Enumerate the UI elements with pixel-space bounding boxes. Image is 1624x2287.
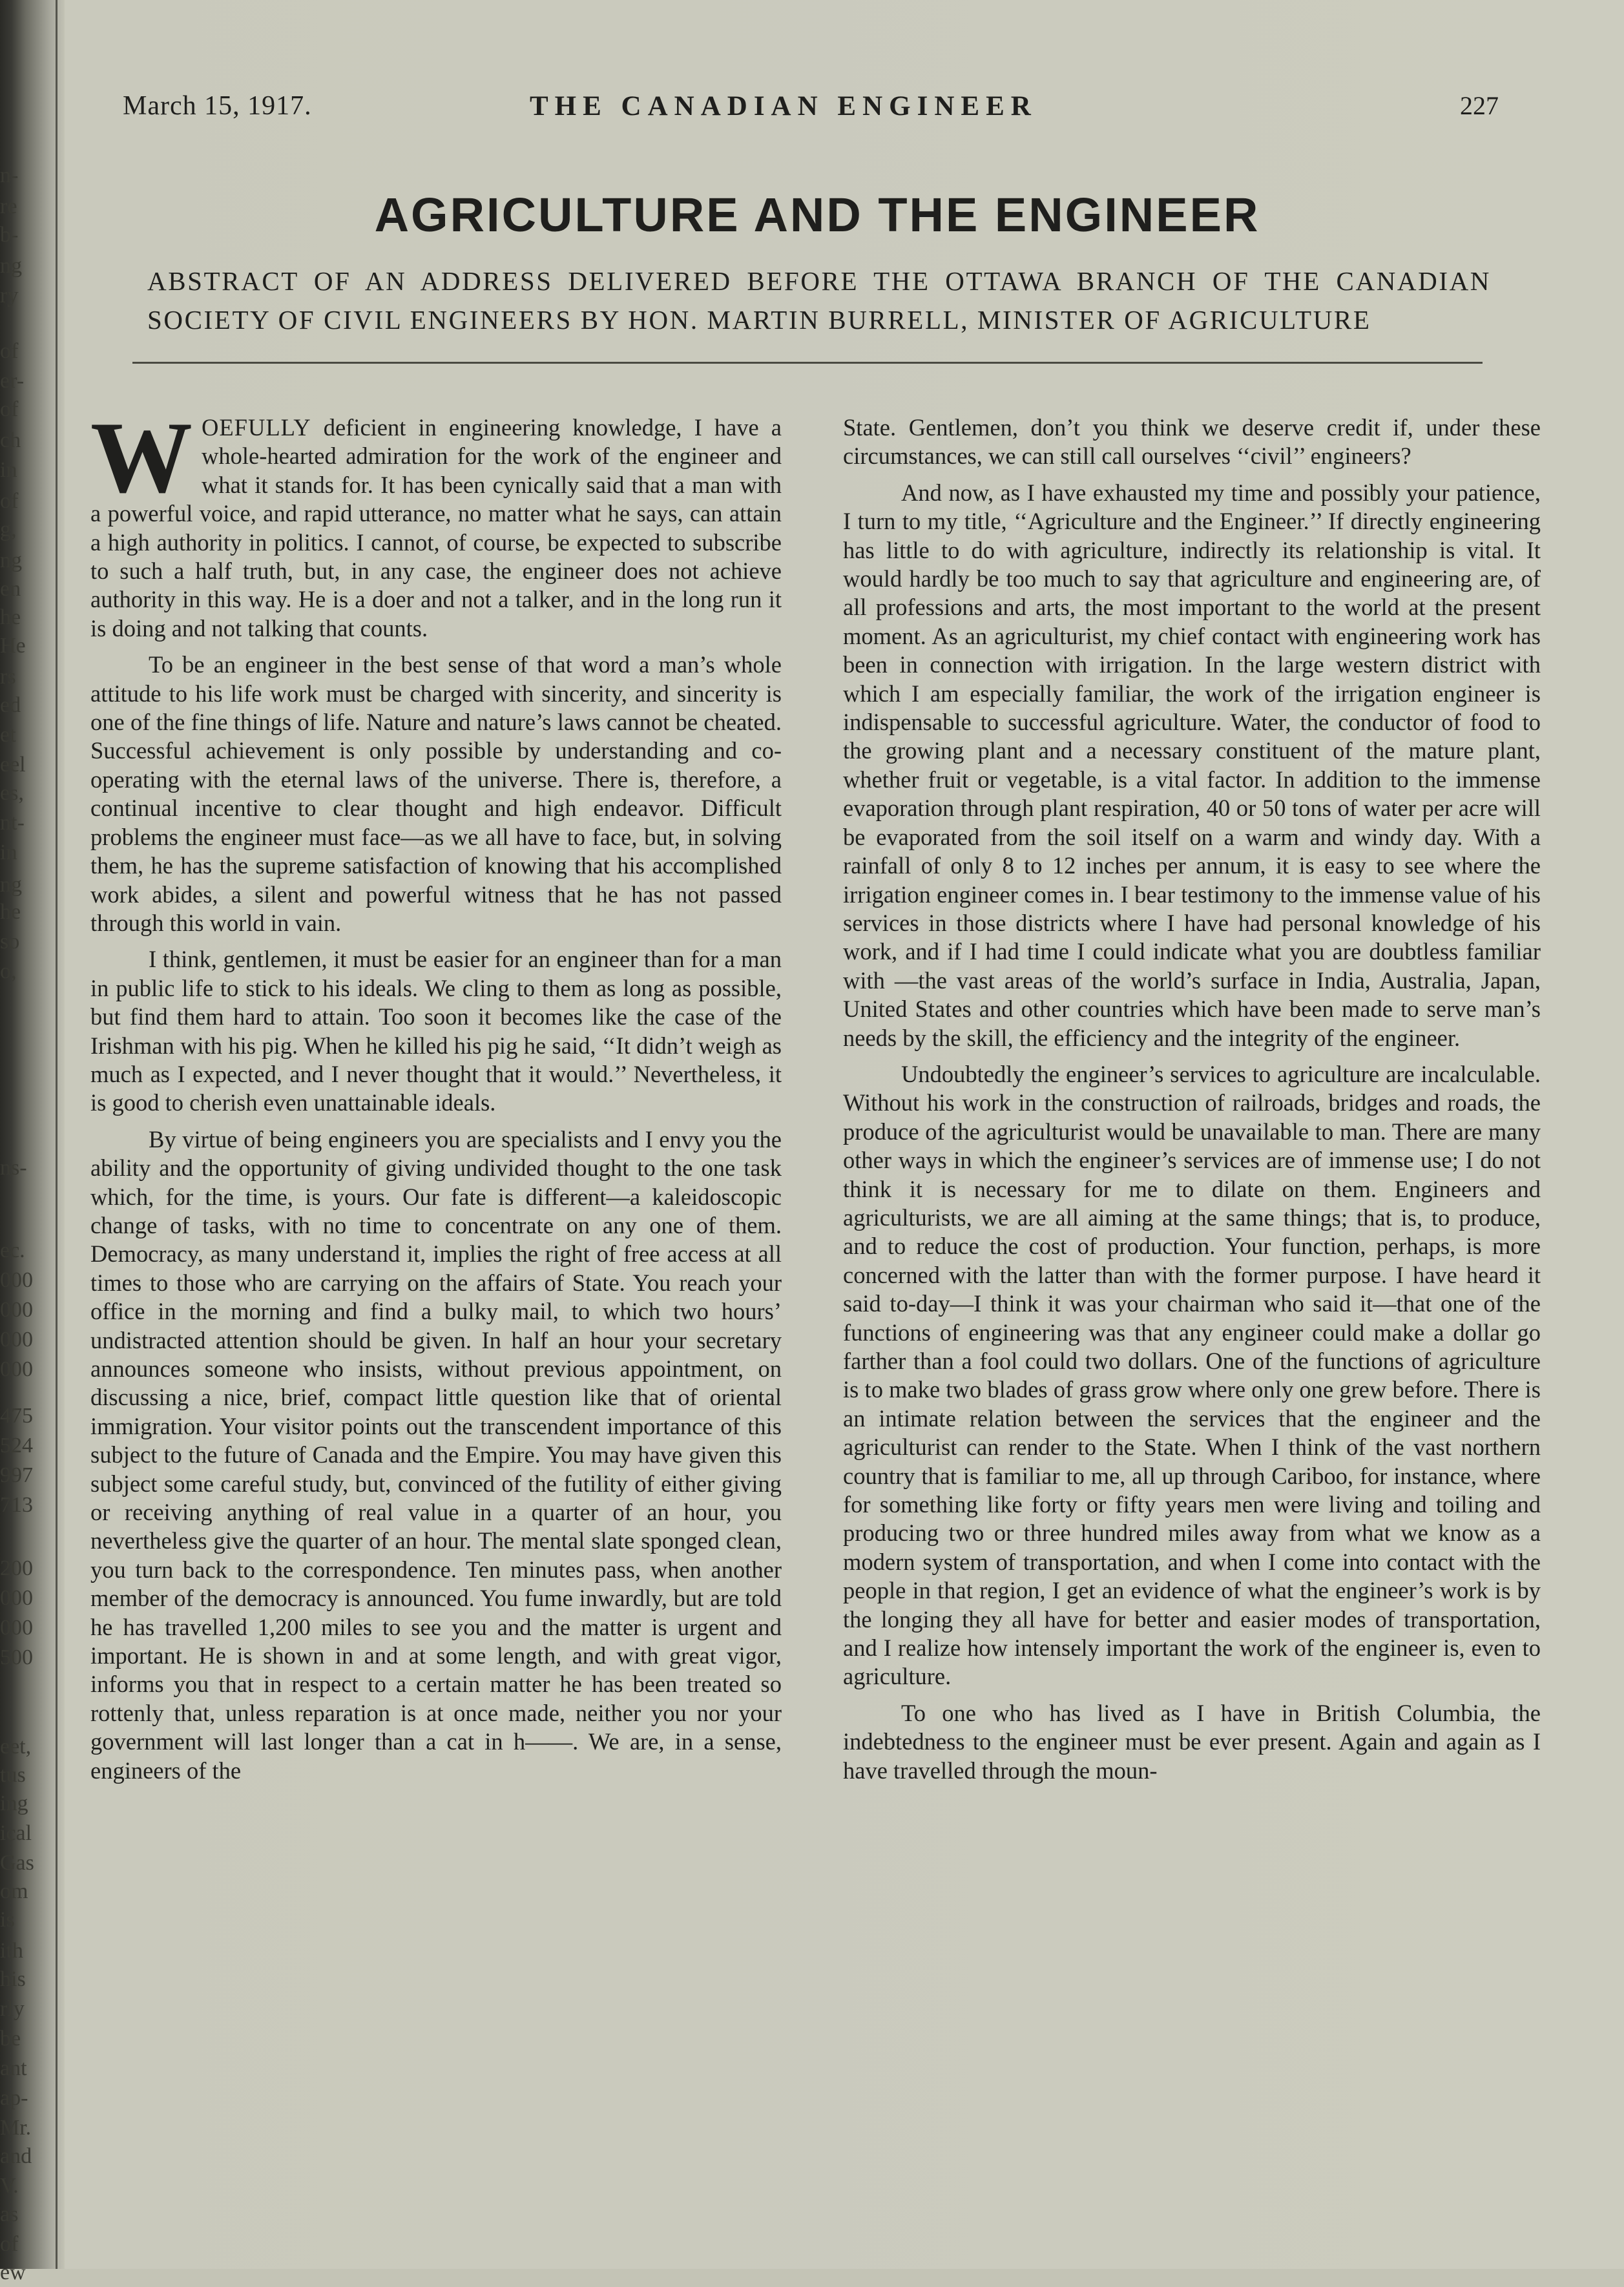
adjacent-page-fragment: ec. [0,1238,25,1262]
paragraph: State. Gentlemen, don’t you think we deserve credit if, under these circumstances, we can still call ourselves ‘‘civil’’ engineers? [843,414,1541,470]
adjacent-page-fragment: Mr. [0,2116,32,2140]
paragraph: To one who has lived as I have in British Columbia, the indebtedness to the engineer must be ever present. Again and again as I have travelled through the moun- [843,1699,1541,1784]
adjacent-page-fragment: 524 [0,1434,33,1457]
adjacent-page-fragment: ed [0,693,21,717]
adjacent-page-fragment: of [0,339,19,363]
adjacent-page-fragment: in [0,841,17,864]
adjacent-page-fragment: in [0,458,17,482]
paragraph: Undoubtedly the engineer’s services to agriculture are incalculable. Without his work in the construction of railroads, bridges and roads, the produce of the agriculturist would be unavailable to man. There are many other ways in which the engineer’s services are of immense use; I do not think it is necessary for me to dilate on them. Engineers and agriculturists, we are all aiming at the same things; that is, to produce, and to reduce the cost of production. Your function, perhaps, is more concerned with the latter than with the former purpose. I have heard it said to-day—I think it was your chairman who said it—that one of the functions of engineering was that any engineer could make a dollar go farther than a fool could two dollars. One of the functions of agriculture is to make two blades of grass grow where only one grew before. There is an intimate relation between the services that the engineer and the agriculturist can render to the State. When I think of the vast northern country that is familiar to me, all up through Cariboo, for instance, where for something like forty or fifty years men were living and toiling and producing two or three hundred miles away from what we know as a modern system of transportation, and when I come into contact with the people in that region, I get an evidence of what the engineer’s work is by the longing they all have for better and easier modes of transportation, and I realize how intensely important the work of the engineer is, even to agriculture. [843,1060,1541,1690]
left-column [90,401,782,1793]
adjacent-page-fragment: so [0,930,20,954]
adjacent-page-fragment: ng [0,873,22,897]
adjacent-page-fragment: 000 [0,1298,33,1322]
adjacent-page-fragment: ng [0,548,22,572]
adjacent-page-fragment: es, [0,781,24,805]
adjacent-page-fragment: is [0,1908,15,1932]
adjacent-page-fragment: he [0,605,21,629]
adjacent-page-fragment: 475 [0,1404,33,1428]
adjacent-page-fragment: tus [0,1763,26,1787]
adjacent-page-fragment: o, [0,959,17,983]
adjacent-page-fragment: 200 [0,1556,33,1580]
paragraph: And now, as I have exhausted my time and possibly your patience, I turn to my title, ‘‘Agriculture and the Engineer.’’ If directly engineering has little to do with agriculture, indirectly its relationship is vital. It would hardly be too much to say that agriculture and engineering are, of all professions and arts, the most important to the world at the present moment. As an agriculturist, my chief contact with engineering work has been in connection with irrigation. In the large western district with which I am especially familiar, the work of the irrigation engineer is indispensable to successful agriculture. Water, the conductor of food to the growing plant and a necessary constituent of the mature plant, whether fruit or vegetable, is a vital factor. In addition to the immense evaporation through plant respiration, 40 or 50 tons of water per acre will be evaporated from the soil itself on a warm and windy day. With a rainfall of only 8 to 12 inches per annum, it is easy to see where the irrigation engineer comes in. I bear testimony to the immense value of his services in those districts where I have had personal knowledge of his work, and if I had time I could indicate what you are doubtless familiar with —the vast areas of the world’s surface in India, Australia, Japan, United States and other countries which have been made to serve man’s needs by the skill, the efficiency and the integrity of the engineer. [843,479,1541,1051]
adjacent-page-fragment: ical [0,1821,32,1845]
adjacent-page-fragment: be [0,2027,21,2051]
adjacent-page-fragment: and [0,2144,32,2168]
adjacent-page-fragment: 000 [0,1328,33,1352]
drop-cap: W [90,401,193,514]
adjacent-page-fragment: om [0,1879,28,1903]
adjacent-page-fragment: ith [0,1939,23,1963]
adjacent-page-fragment: of [0,2232,19,2256]
adjacent-page-fragment: of [0,397,19,421]
adjacent-page-fragment: en [0,577,21,601]
adjacent-page-fragment: he [0,900,21,924]
adjacent-page-fragment: eel [0,753,26,777]
adjacent-page-fragment: 000 [0,1616,33,1640]
adjacent-page-fragment: eet, [0,1735,32,1759]
adjacent-page-fragment: b- [0,223,19,247]
adjacent-page-fragment: Gas [0,1851,34,1875]
adjacent-page-fragment: 997 [0,1463,33,1487]
adjacent-page-fragment: n- [0,163,19,187]
paragraph: I think, gentlemen, it must be easier for an engineer than for a man in public life to stick to his ideals. We cling to them as long as possible, but find them hard to attain. Too soon it becomes like the case of the Irishman with his pig. When he killed his pig he said, ‘‘It didn’t weigh as much as I expected, and I never thought that it would.’’ Nevertheless, it is good to cherish even unattainable ideals. [90,946,782,1116]
adjacent-page-fragment: ant [0,2056,27,2080]
paragraph: To be an engineer in the best sense of that word a man’s whole attitude to his life work must be charged with sincerity, and sincerity is one of the fine things of life. Nature and nature’s laws cannot be cheated. Successful achievement is only possible by understanding and co-operating with the eternal laws of the universe. There is, therefore, a continual incentive to clear thought and high endeavor. Difficult problems the engineer must face—as we all have to face, but, in solving them, he has the supreme satisfaction of knowing that his accomplished work abides, a silent and powerful witness that he has not passed through this world in vain. [90,651,782,936]
adjacent-page-fragment: his [0,1967,26,1991]
adjacent-page-fragment: rly [0,1997,25,2021]
paragraph: By virtue of being engineers you are specialists and I envy you the ability and the opportunity of giving undivided thought to the one task which, for the time, is yours. Our fate is different—a kaleidoscopic change of tasks, with no time to concentrate on any one of them. Democracy, as many understand it, implies the right of free access at all times to those who are carrying on the affairs of State. You reach your office in the morning and find a bulky mail, to which two hours’ undistracted attention should be given. In half an hour your secretary announces someone who insists, without previous appointment, on discussing a nice, brief, compact little question like that of oriental immigration. Your visitor points out the transcendent importance of this subject to the future of Canada and the Empire. You may have given this subject some careful study, but, convinced of the futility of either giving or receiving anything of real value in a quarter of an hour, you nevertheless give the quarter of an hour. The mental slate sponged clean, you turn back to the correspondence. Ten minutes pass, when another member of the democracy is announced. You fume inwardly, but are told he has travelled 1,200 miles to see you and the matter is urgent and important. He is shown in and at some length, and with great vigor, informs you that in respect to a certain matter he has been treated so rottenly that, unless reparation is at once made, neither you nor your government will last longer than a cat in h——. We are, in a sense, engineers of the [90,1125,782,1784]
adjacent-page-fragment: V. [0,2174,19,2198]
page-number: 227 [1460,91,1499,120]
adjacent-page-fragment: nt- [0,811,25,835]
adjacent-page-fragment: rs [0,665,16,689]
running-head [123,90,1499,129]
adjacent-page-fragment: ns- [0,1156,27,1180]
adjacent-page-fragment: ew [0,2261,26,2284]
adjacent-page-fragments [0,162,52,2284]
adjacent-page-fragment: ch [0,428,21,452]
adjacent-page-fragment: ing [0,1791,28,1815]
title-rule [132,362,1483,364]
issue-date: March 15, 1917. [123,91,312,121]
adjacent-page-fragment: ry [0,284,19,308]
article-subtitle: ABSTRACT OF AN ADDRESS DELIVERED BEFORE THE OTTAWA BRANCH OF THE CANADIAN SOCIETY OF CIVIL ENGINEERS BY HON. MARTIN BURRELL, MINISTER OF AGRICULTURE [147,266,1491,335]
opening-caps: OEFULLY [202,414,311,441]
adjacent-page-fragment: ng [0,254,22,278]
adjacent-page-fragment: He [0,634,26,658]
paragraph-text: deficient in engineering knowledge, I have a whole-hearted admiration for the work of the engineer and what it stands for. It has been cynically said that a man with a powerful voice, and rapid utterance, no matter what he says, can attain a high authority in politics. I cannot, of course, be expected to subscribe to such a half truth, but, in any case, the engineer does not achieve authority in this way. He is a doer and not a talker, and in the long run it is doing and not talking that counts. [90,414,782,642]
spine-line [56,0,57,2269]
right-column [843,413,1541,1793]
adjacent-page-fragment: of [0,489,19,513]
adjacent-page-fragment: re [0,194,17,218]
adjacent-page-fragment: 000 [0,1268,33,1292]
adjacent-page-fragment: er- [0,369,25,393]
adjacent-page-fragment: 000 [0,1357,33,1381]
adjacent-page-fragment: ap- [0,2086,28,2110]
adjacent-page-fragment: g, [0,517,17,541]
article-title: AGRICULTURE AND THE ENGINEER [374,188,1260,242]
adjacent-page-fragment: 000 [0,1586,33,1610]
adjacent-page-fragment: 713 [0,1493,33,1517]
publication-title: THE CANADIAN ENGINEER [530,91,1037,121]
opening-paragraph [90,401,782,643]
adjacent-page-fragment: et [0,723,16,747]
adjacent-page-fragment: 500 [0,1645,33,1669]
adjacent-page-fragment: as [0,2202,19,2226]
